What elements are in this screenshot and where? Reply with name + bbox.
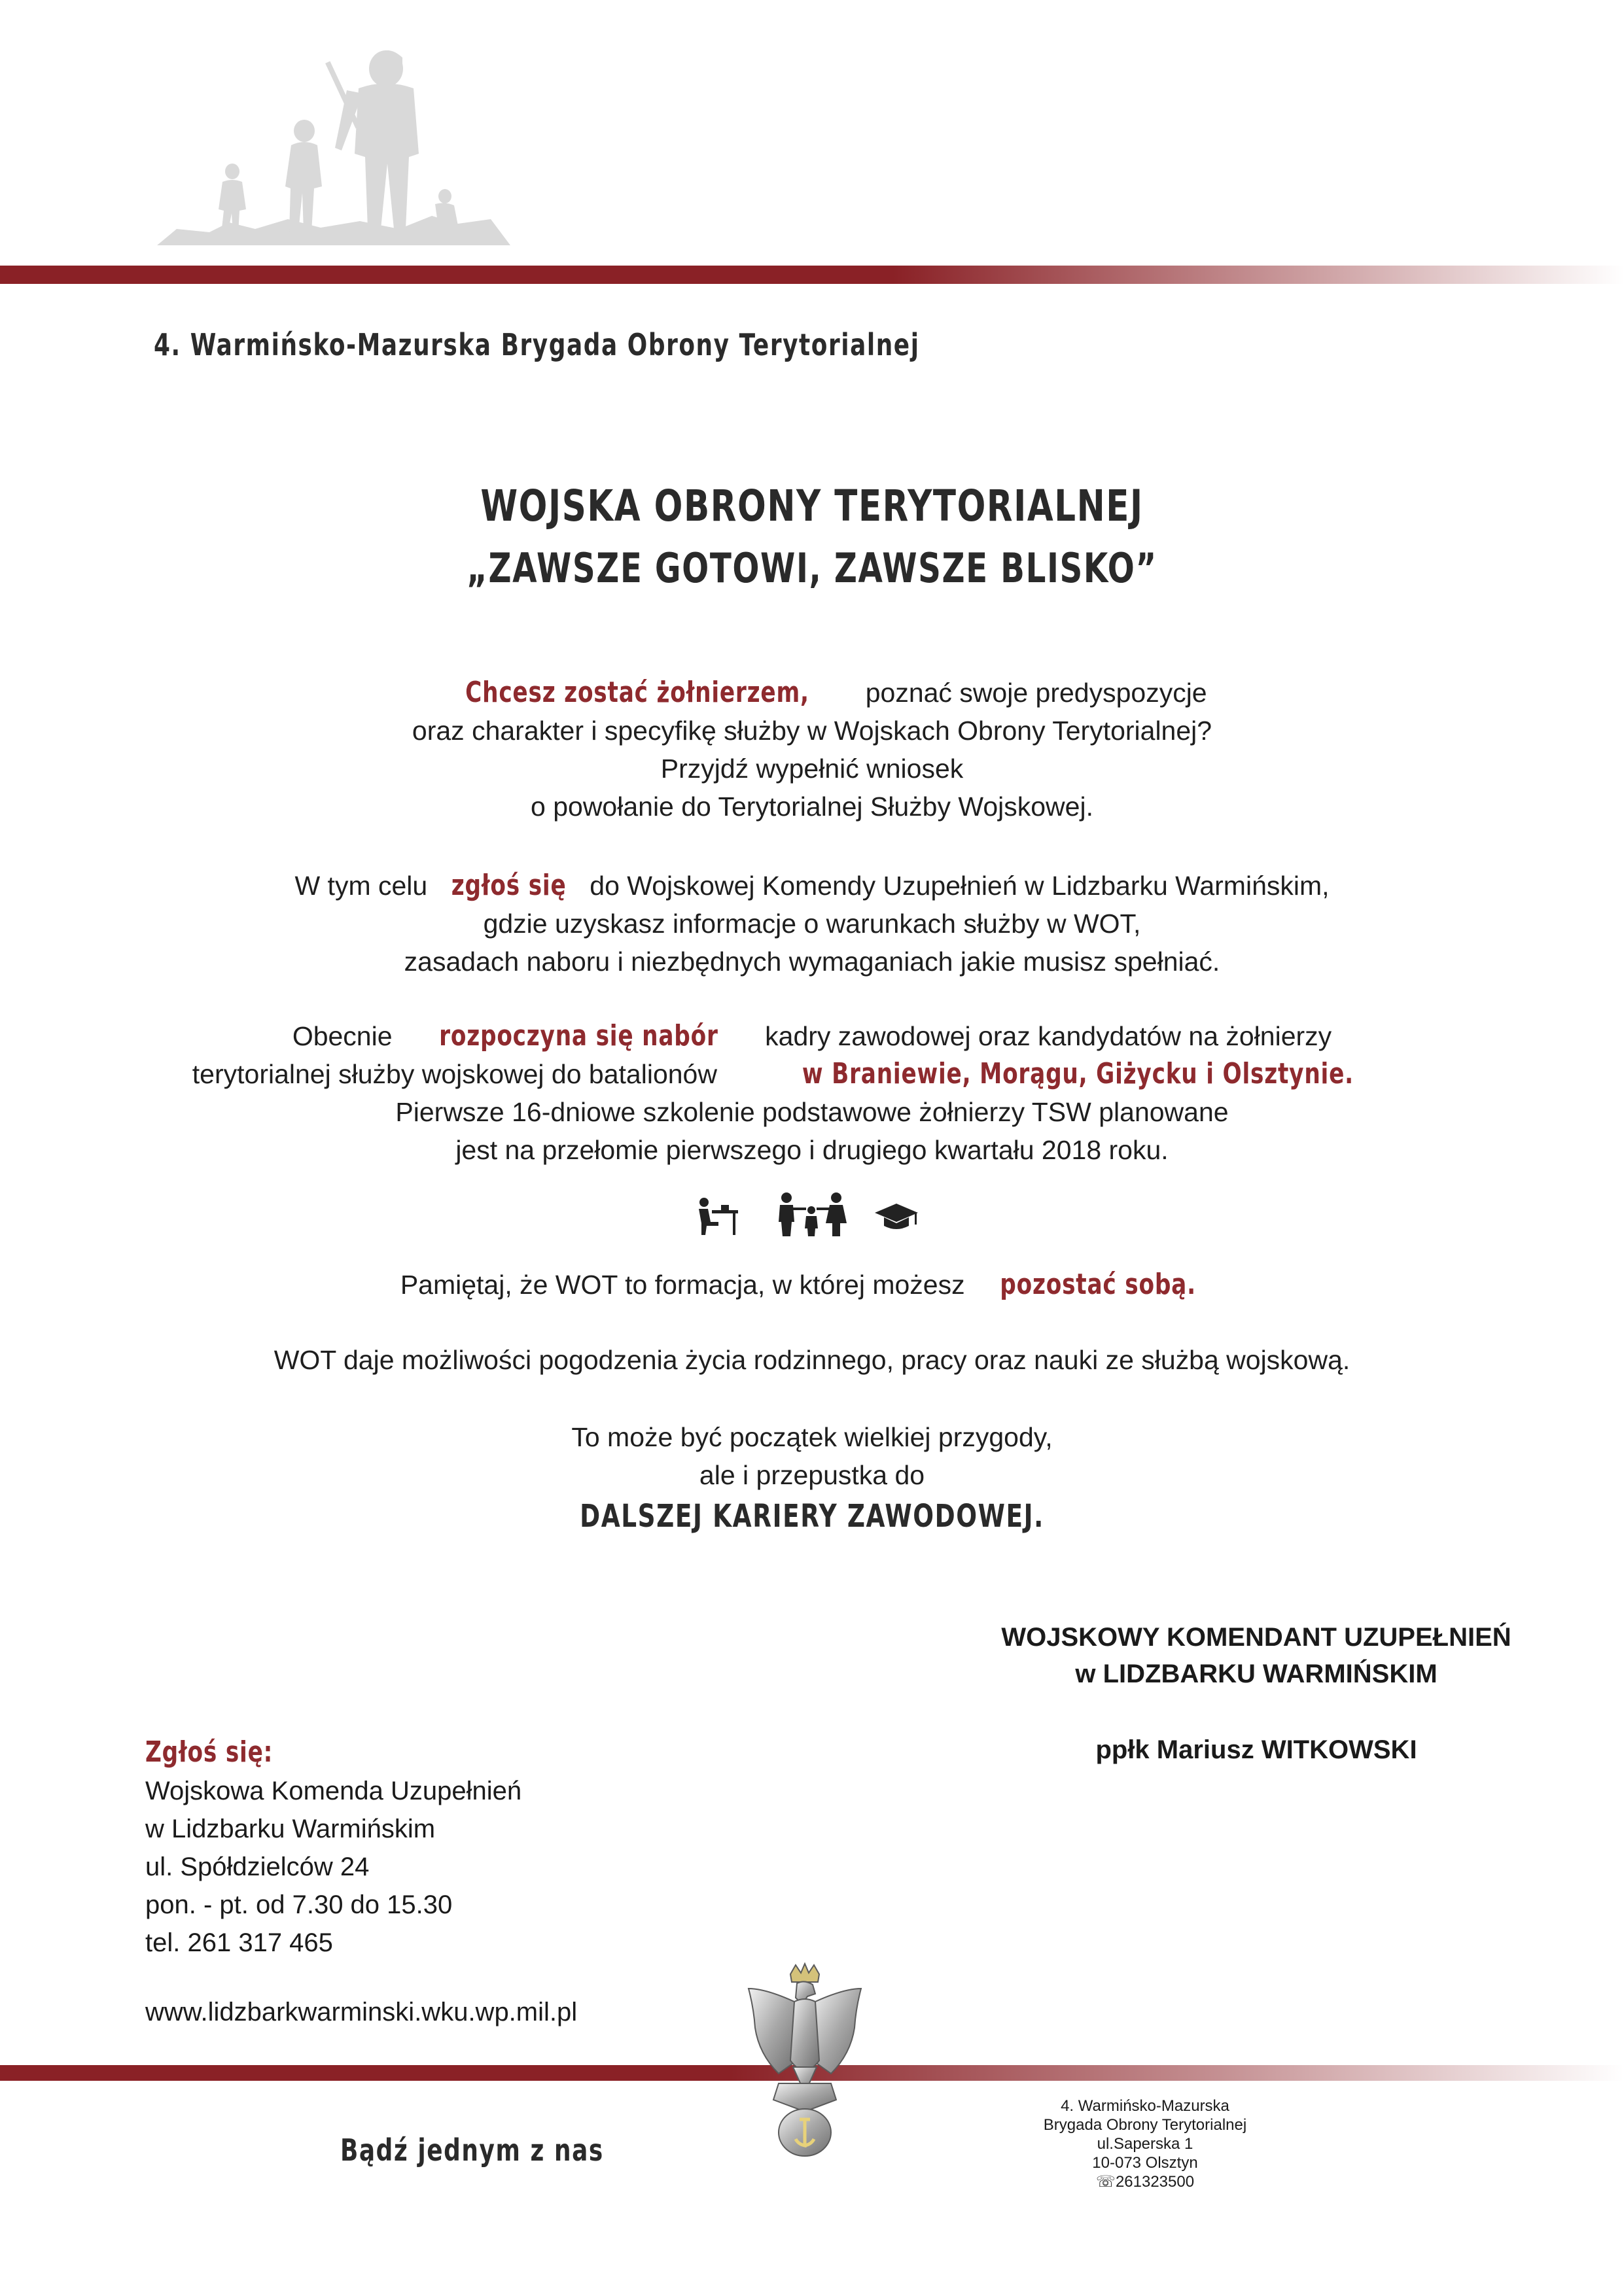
contact-phone: tel. 261 317 465 [145,1928,333,1957]
eagle-emblem-icon [739,1962,870,2159]
signature-title-line-1: WOJSKOWY KOMENDANT UZUPEŁNIEŃ [1001,1623,1511,1652]
paragraph-2-line-2: gdzie uzyskasz informacje o warunkach służby w WOT, [483,909,1141,939]
contact-title: Zgłoś się: [145,1735,274,1769]
paragraph-3-line-1-start: Obecnie [292,1021,400,1051]
paragraph-2-line-1-rest: do Wojskowej Komendy Uzupełnień w Lidzbarku Warmińskim, [582,871,1330,901]
footer-phone-row [1008,2172,1282,2191]
signature-name: ppłk Mariusz WITKOWSKI [1095,1735,1417,1764]
signature-title-line-2: w LIDZBARKU WARMIŃSKIM [1075,1660,1438,1688]
highlight-recruitment: rozpoczyna się nabór [439,1019,718,1052]
paragraph-3-line-3: Pierwsze 16-dniowe szkolenie podstawowe żołnierzy TSW planowane [395,1097,1229,1127]
paragraph-4-start: Pamiętaj, że WOT to formacja, w której możesz [400,1270,972,1300]
page-title: WOJSKA OBRONY TERYTORIALNEJ [480,481,1144,531]
paragraph-1 [0,674,1624,826]
paragraph-3-line-1-rest: kadry zawodowej oraz kandydatów na żołnierzy [757,1021,1332,1051]
footer-tagline: Bądź jednym z nas [340,2132,604,2168]
highlight-stay-yourself: pozostać sobą. [1000,1268,1196,1301]
paragraph-3-line-4: jest na przełomie pierwszego i drugiego kwartału 2018 roku. [455,1135,1169,1165]
paragraph-4 [0,1266,1624,1304]
family-icon [772,1192,851,1238]
paragraph-1-line-1: poznać swoje predyspozycje [858,678,1207,708]
highlight-locations: w Braniewie, Morągu, Giżycku i Olsztynie. [802,1057,1354,1090]
education-icon [874,1202,919,1232]
paragraph-2-line-3: zasadach naboru i niezbędnych wymaganiach jakie musisz spełniać. [404,947,1220,977]
motto: „ZAWSZE GOTOWI, ZAWSZE BLISKO” [467,544,1157,592]
work-icon [692,1197,739,1236]
paragraph-6-line-1: To może być początek wielkiej przygody, [571,1422,1053,1452]
brigade-name-header: 4. Warmińsko-Mazurska Brygada Obrony Terytorialnej [154,327,920,362]
paragraph-1-line-2: oraz charakter i specyfikę służby w Wojskach Obrony Terytorialnej? [412,716,1212,746]
footer-address-line-4: 10-073 Olsztyn [1092,2154,1198,2172]
paragraph-2 [0,867,1624,981]
paragraph-1-line-3: Przyjdź wypełnić wniosek [660,754,964,784]
top-red-bar [0,266,1624,284]
paragraph-5: WOT daje możliwości pogodzenia życia rodzinnego, pracy oraz nauki ze służbą wojskową. [274,1345,1350,1375]
soldiers-silhouette-illustration [150,33,517,249]
contact-line-1: Wojskowa Komenda Uzupełnień [145,1777,522,1805]
footer-address-line-2: Brygada Obrony Terytorialnej [1043,2116,1247,2134]
footer-address-line-3: ul.Saperska 1 [1097,2135,1193,2153]
highlight-become-soldier: Chcesz zostać żołnierzem, [465,676,810,709]
contact-line-2: w Lidzbarku Warmińskim [145,1815,436,1843]
paragraph-6-line-2: ale i przepustka do [699,1460,925,1490]
paragraph-6 [0,1418,1624,1494]
contact-website-link[interactable]: www.lidzbarkwarminski.wku.wp.mil.pl [145,1998,578,2026]
contact-hours: pon. - pt. od 7.30 do 15.30 [145,1890,453,1919]
paragraph-1-line-4: o powołanie do Terytorialnej Służby Wojskowej. [531,791,1093,822]
contact-block [145,1733,577,2031]
paragraph-3 [0,1017,1624,1169]
phone-icon: ☏ [1095,2173,1116,2191]
highlight-report: zgłoś się [451,869,567,902]
highlight-career: DALSZEJ KARIERY ZAWODOWEJ. [580,1498,1044,1535]
footer-phone: 261323500 [1115,2173,1195,2191]
footer-address-line-1: 4. Warmińsko-Mazurska [1061,2097,1229,2115]
paragraph-3-line-2-start: terytorialnej służby wojskowej do batalionów [192,1059,725,1089]
signature-block [903,1619,1610,1768]
paragraph-2-line-1-start: W tym celu [294,871,435,901]
contact-address: ul. Spółdzielców 24 [145,1852,370,1881]
footer-address [1008,2096,1282,2191]
